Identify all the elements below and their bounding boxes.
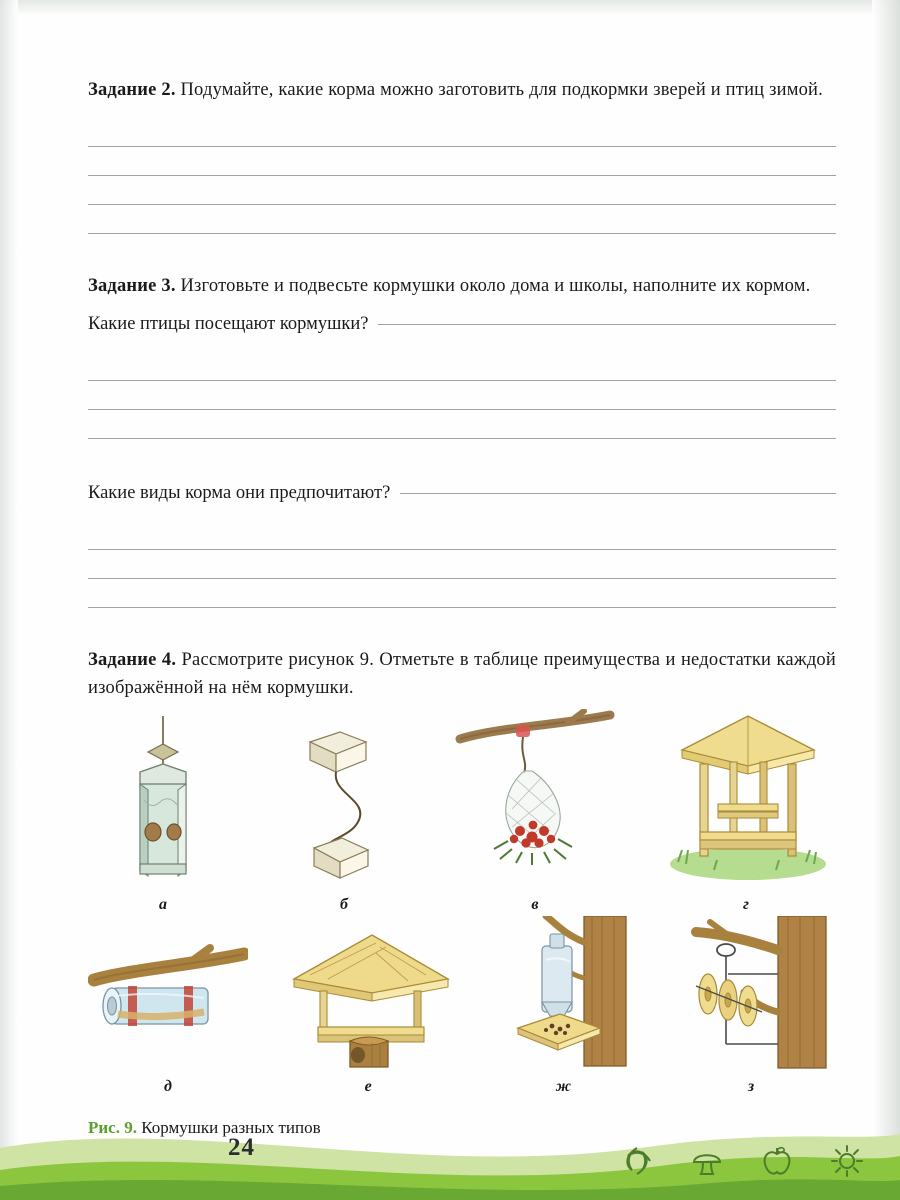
figure-letter: г (743, 896, 749, 913)
figure-letter: в (531, 896, 539, 913)
task-4 (88, 646, 836, 702)
task-4-label: Задание 4. (88, 650, 177, 670)
wooden-roofed-feeder-icon (656, 704, 836, 894)
spacer (88, 234, 836, 272)
figure-caption-label: Рис. 9. (88, 1118, 137, 1137)
figure-9 (88, 724, 836, 1138)
spacer (88, 439, 836, 469)
stump-table-feeder-icon (276, 921, 461, 1076)
task-3 (88, 272, 836, 608)
net-bag-berries-feeder-icon (450, 709, 620, 894)
page-edge-right (872, 0, 900, 1200)
figure-item-h (666, 916, 836, 1096)
answer-line[interactable] (378, 324, 836, 325)
log-tube-feeder-icon (88, 936, 248, 1076)
task-3-body: Изготовьте и подвесьте кормушки около дома и школы, наполните их кормом. (175, 276, 811, 296)
figure-item-d (656, 704, 836, 914)
answer-line[interactable] (88, 381, 836, 410)
answer-line[interactable] (88, 550, 836, 579)
task-3-question-1 (88, 310, 836, 338)
sun-icon (830, 1144, 864, 1178)
spacer (88, 608, 836, 646)
leaf-recycle-icon (620, 1144, 654, 1178)
task-3-text (88, 272, 836, 300)
task-2 (88, 76, 836, 234)
task-3-question-2 (88, 479, 836, 507)
answer-line[interactable] (88, 521, 836, 550)
figure-item-a (88, 714, 238, 914)
figure-item-b (274, 714, 414, 914)
page-edge-top (0, 0, 900, 16)
question-text: Какие виды корма они предпочитают? (88, 483, 391, 503)
page-content (88, 76, 836, 1138)
answer-line[interactable] (88, 410, 836, 439)
footer-icon-row (620, 1144, 864, 1178)
figure-item-f (276, 921, 461, 1096)
question-text: Какие птицы посещают кормушки? (88, 314, 369, 334)
page-edge-left (0, 0, 18, 1200)
task-2-answer-lines[interactable] (88, 118, 836, 234)
task-4-text (88, 646, 836, 702)
task-4-body: Рассмотрите рисунок 9. Отметьте в таблице преимущества и недостатки каждой изображённой на нём кормушки. (88, 650, 836, 698)
figure-letter: а (159, 896, 167, 913)
figure-letter: д (164, 1078, 172, 1095)
paper-box-feeder-icon (274, 714, 414, 894)
answer-line[interactable] (400, 493, 836, 494)
answer-line[interactable] (88, 176, 836, 205)
figure-letter: ж (555, 1078, 571, 1095)
page-number: 24 (228, 1134, 255, 1161)
task-3-q1-answer-lines[interactable] (88, 352, 836, 439)
figure-letter: з (747, 1078, 755, 1095)
figure-item-c (450, 709, 620, 914)
apple-icon (760, 1144, 794, 1178)
bottle-tray-feeder-icon (488, 916, 638, 1076)
answer-line[interactable] (88, 352, 836, 381)
task-2-body: Подумайте, какие корма можно заготовить для подкормки зверей и птиц зимой. (175, 80, 823, 100)
milk-carton-feeder-icon (88, 714, 238, 894)
task-3-q2-answer-lines[interactable] (88, 521, 836, 608)
figure-item-g (488, 916, 638, 1096)
answer-line[interactable] (88, 579, 836, 608)
task-2-label: Задание 2. (88, 80, 176, 100)
hanging-rings-feeder-icon (666, 916, 836, 1076)
figure-item-e (88, 936, 248, 1096)
figure-letter: е (364, 1078, 372, 1095)
answer-line[interactable] (88, 118, 836, 147)
figure-letter: б (340, 896, 348, 913)
figure-row-1 (88, 724, 836, 914)
answer-line[interactable] (88, 205, 836, 234)
task-3-label: Задание 3. (88, 276, 176, 296)
mushroom-icon (690, 1144, 724, 1178)
task-2-text (88, 76, 836, 104)
figure-caption-text: Кормушки разных типов (136, 1118, 321, 1137)
answer-line[interactable] (88, 147, 836, 176)
figure-row-2 (88, 936, 836, 1096)
